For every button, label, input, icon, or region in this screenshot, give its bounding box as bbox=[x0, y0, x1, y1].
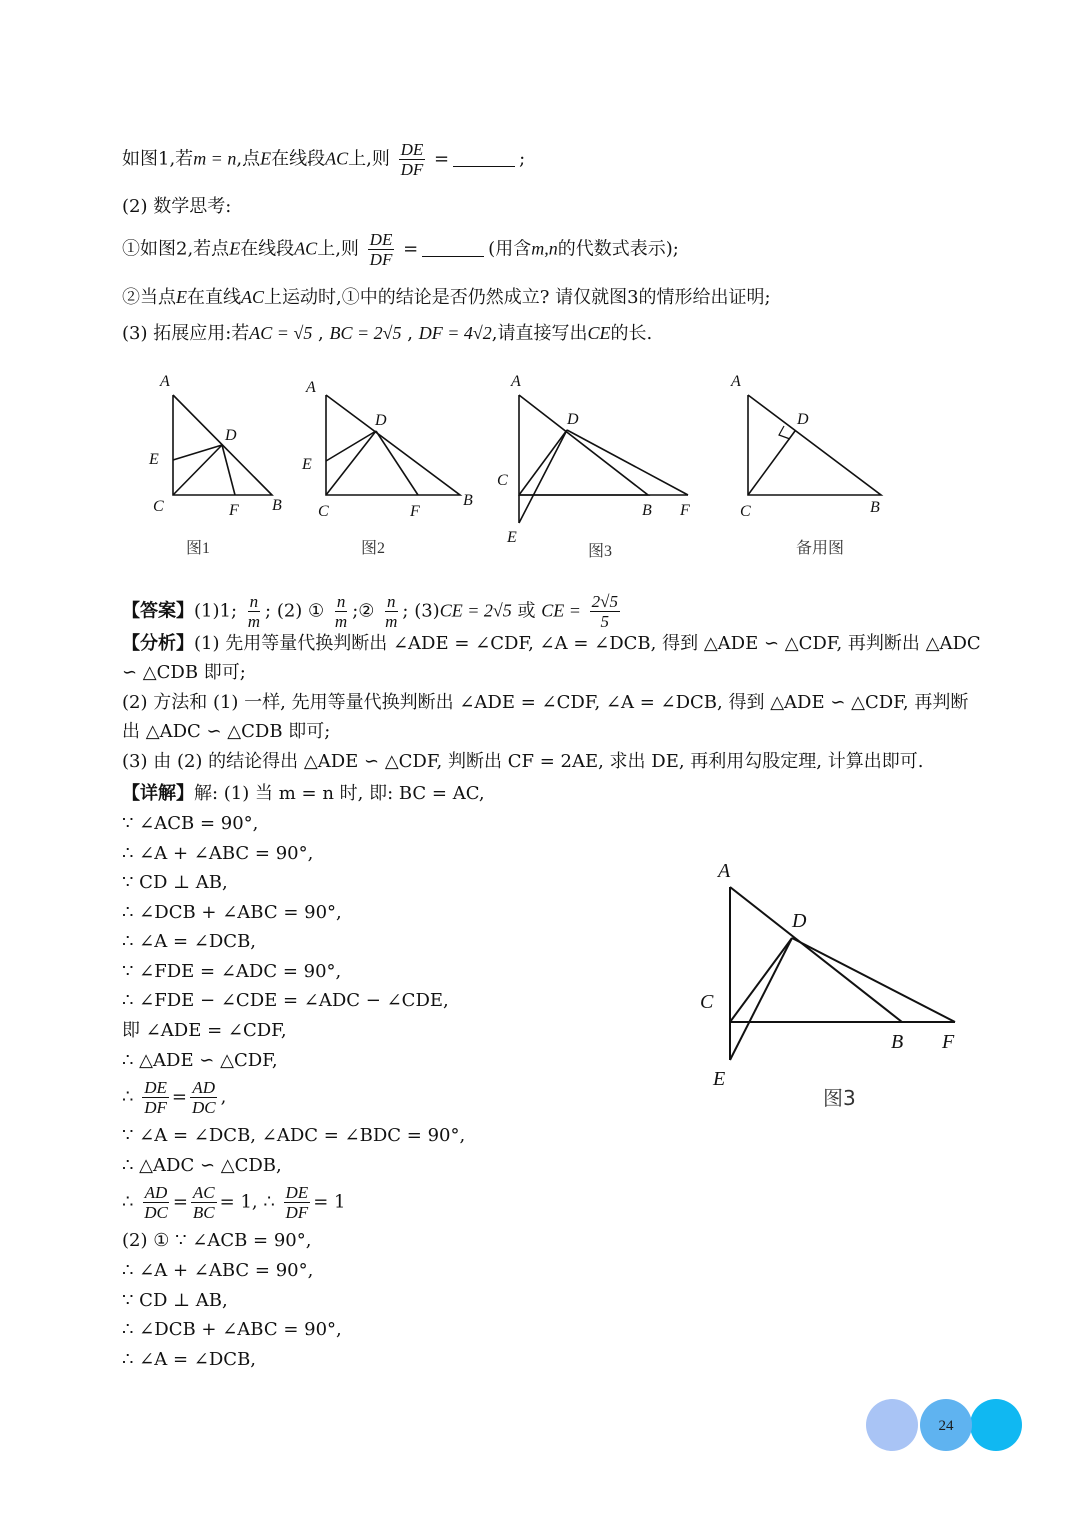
figure-caption: 图2 bbox=[361, 540, 386, 557]
figures-row bbox=[0, 368, 1080, 568]
point-label: B bbox=[870, 499, 880, 516]
question-2b-line: ②当点E在直线AC上运动时,①中的结论是否仍然成立? 请仅就图3的情形给出证明; bbox=[122, 287, 771, 308]
solution-step: ∴ ∠A + ∠ABC = 90°, bbox=[122, 1260, 314, 1281]
analysis-line-4: 出 △ADC ∽ △CDB 即可; bbox=[122, 721, 331, 742]
answer-line: 【答案】(1)1; $\frac{n}{m}$ ; (2) ① $\frac{n}{m}$ ;② $\frac{n}{m}$ ; (3)CE = 2√5 或 CE = $\frac{2√5}{5}$ bbox=[122, 592, 618, 631]
point-label: A bbox=[511, 373, 521, 390]
question-2-title: (2) 数学思考: bbox=[122, 196, 232, 217]
point-label: F bbox=[680, 502, 690, 519]
fraction-de-df: $\frac{DE}{DF}$ bbox=[369, 230, 393, 269]
fraction: $\frac{AD}{DC}$ bbox=[144, 1183, 168, 1222]
solution-step: ∴ $\frac{DE}{DF}$ = $\frac{AD}{DC}$ , bbox=[122, 1078, 227, 1117]
spare-figure bbox=[748, 395, 881, 495]
point-label: F bbox=[410, 503, 420, 520]
figure-3-large bbox=[690, 855, 990, 1115]
fraction: $\frac{AD}{DC}$ bbox=[191, 1078, 216, 1117]
point-label: E bbox=[302, 456, 312, 473]
question-3-line: (3) 拓展应用:若AC = √5 , BC = 2√5 , DF = 4√2,请直接写出CE的长. bbox=[122, 323, 653, 344]
point-label: A bbox=[718, 860, 731, 882]
analysis-line-5: (3) 由 (2) 的结论得出 △ADE ∽ △CDF, 判断出 CF = 2AE, 求出 DE, 再利用勾股定理, 计算出即可. bbox=[122, 751, 924, 772]
point-label: F bbox=[229, 502, 239, 519]
fraction: $\frac{AC}{BC}$ bbox=[192, 1183, 215, 1222]
point-label: D bbox=[792, 910, 807, 932]
solution-intro: 【详解】解: (1) 当 m = n 时, 即: BC = AC, bbox=[122, 783, 485, 804]
solution-step: ∵ CD ⊥ AB, bbox=[122, 1290, 228, 1311]
analysis-line-2: ∽ △CDB 即可; bbox=[122, 662, 246, 683]
fraction: $\frac{DE}{DF}$ bbox=[285, 1183, 309, 1222]
solution-step: (2) ① ∵ ∠ACB = 90°, bbox=[122, 1230, 312, 1251]
fraction-n-m: $\frac{n}{m}$ bbox=[385, 592, 398, 631]
fraction-n-m: $\frac{n}{m}$ bbox=[247, 592, 261, 631]
solution-step: ∴ ∠DCB + ∠ABC = 90°, bbox=[122, 1319, 342, 1340]
point-label: E bbox=[713, 1068, 726, 1090]
point-label: B bbox=[463, 492, 473, 509]
solution-step: ∴ ∠A = ∠DCB, bbox=[122, 1349, 257, 1370]
point-label: C bbox=[318, 503, 329, 520]
figure-caption: 备用图 bbox=[796, 540, 845, 557]
fraction-n-m: $\frac{n}{m}$ bbox=[334, 592, 348, 631]
fraction: $\frac{DE}{DF}$ bbox=[144, 1078, 167, 1117]
page-number: 24 bbox=[938, 1418, 954, 1434]
solution-step: ∴ ∠FDE − ∠CDE = ∠ADC − ∠CDE, bbox=[122, 990, 449, 1011]
solution-step: ∵ ∠ACB = 90°, bbox=[122, 813, 259, 834]
analysis-line-1: 【分析】(1) 先用等量代换判断出 ∠ADE = ∠CDF, ∠A = ∠DCB, 得到 △ADE ∽ △CDF, 再判断出 △ADC bbox=[122, 633, 981, 654]
solution-step: ∵ ∠A = ∠DCB, ∠ADC = ∠BDC = 90°, bbox=[122, 1125, 466, 1146]
solution-step: ∴ $\frac{AD}{DC}$ = $\frac{AC}{BC}$ = 1, ∴ $\frac{DE}{DF}$ = 1 bbox=[122, 1183, 346, 1222]
point-label: B bbox=[642, 502, 652, 519]
point-label: E bbox=[149, 451, 159, 468]
fraction-de-df: $\frac{DE}{DF}$ bbox=[400, 140, 424, 179]
figure-1 bbox=[173, 395, 272, 495]
point-label: D bbox=[567, 411, 579, 428]
solution-step: ∴ ∠A + ∠ABC = 90°, bbox=[122, 843, 314, 864]
figure-caption: 图3 bbox=[823, 1086, 856, 1110]
badge-circle-left bbox=[866, 1399, 918, 1451]
answer-blank bbox=[453, 166, 515, 167]
point-label: C bbox=[497, 472, 508, 489]
question-1-line: 如图1,若m = n,点E在线段AC上,则 $\frac{DE}{DF}$ = ; bbox=[122, 140, 526, 179]
solution-step: ∵ CD ⊥ AB, bbox=[122, 872, 228, 893]
figure-caption: 图3 bbox=[588, 543, 613, 560]
question-2a-line: ①如图2,若点E在线段AC上,则 $\frac{DE}{DF}$ = (用含m,n的代数式表示); bbox=[122, 230, 679, 269]
point-label: A bbox=[160, 373, 170, 390]
solution-step: ∴ ∠DCB + ∠ABC = 90°, bbox=[122, 902, 342, 923]
solution-step: 即 ∠ADE = ∠CDF, bbox=[122, 1020, 287, 1041]
analysis-line-3: (2) 方法和 (1) 一样, 先用等量代换判断出 ∠ADE = ∠CDF, ∠A = ∠DCB, 得到 △ADE ∽ △CDF, 再判断 bbox=[122, 692, 969, 713]
point-label: C bbox=[740, 503, 751, 520]
point-label: D bbox=[797, 411, 809, 428]
point-label: F bbox=[942, 1031, 955, 1053]
point-label: B bbox=[891, 1031, 904, 1053]
point-label: C bbox=[700, 991, 714, 1013]
point-label: D bbox=[225, 427, 237, 444]
point-label: A bbox=[306, 379, 316, 396]
page-number-badge bbox=[866, 1398, 1026, 1454]
figure-caption: 图1 bbox=[186, 540, 211, 557]
solution-step: ∴ ∠A = ∠DCB, bbox=[122, 931, 257, 952]
point-label: E bbox=[507, 529, 517, 546]
solution-step: ∴ △ADE ∽ △CDF, bbox=[122, 1050, 278, 1071]
point-label: D bbox=[375, 412, 387, 429]
figure-2 bbox=[326, 395, 460, 495]
point-label: C bbox=[153, 498, 164, 515]
point-label: A bbox=[731, 373, 741, 390]
answer-blank bbox=[422, 256, 484, 257]
figure-3 bbox=[519, 395, 688, 523]
fraction-ce-value: $\frac{2√5}{5}$ bbox=[591, 592, 618, 631]
solution-step: ∴ △ADC ∽ △CDB, bbox=[122, 1155, 282, 1176]
solution-step: ∵ ∠FDE = ∠ADC = 90°, bbox=[122, 961, 342, 982]
badge-circle-right bbox=[970, 1399, 1022, 1451]
point-label: B bbox=[272, 497, 282, 514]
